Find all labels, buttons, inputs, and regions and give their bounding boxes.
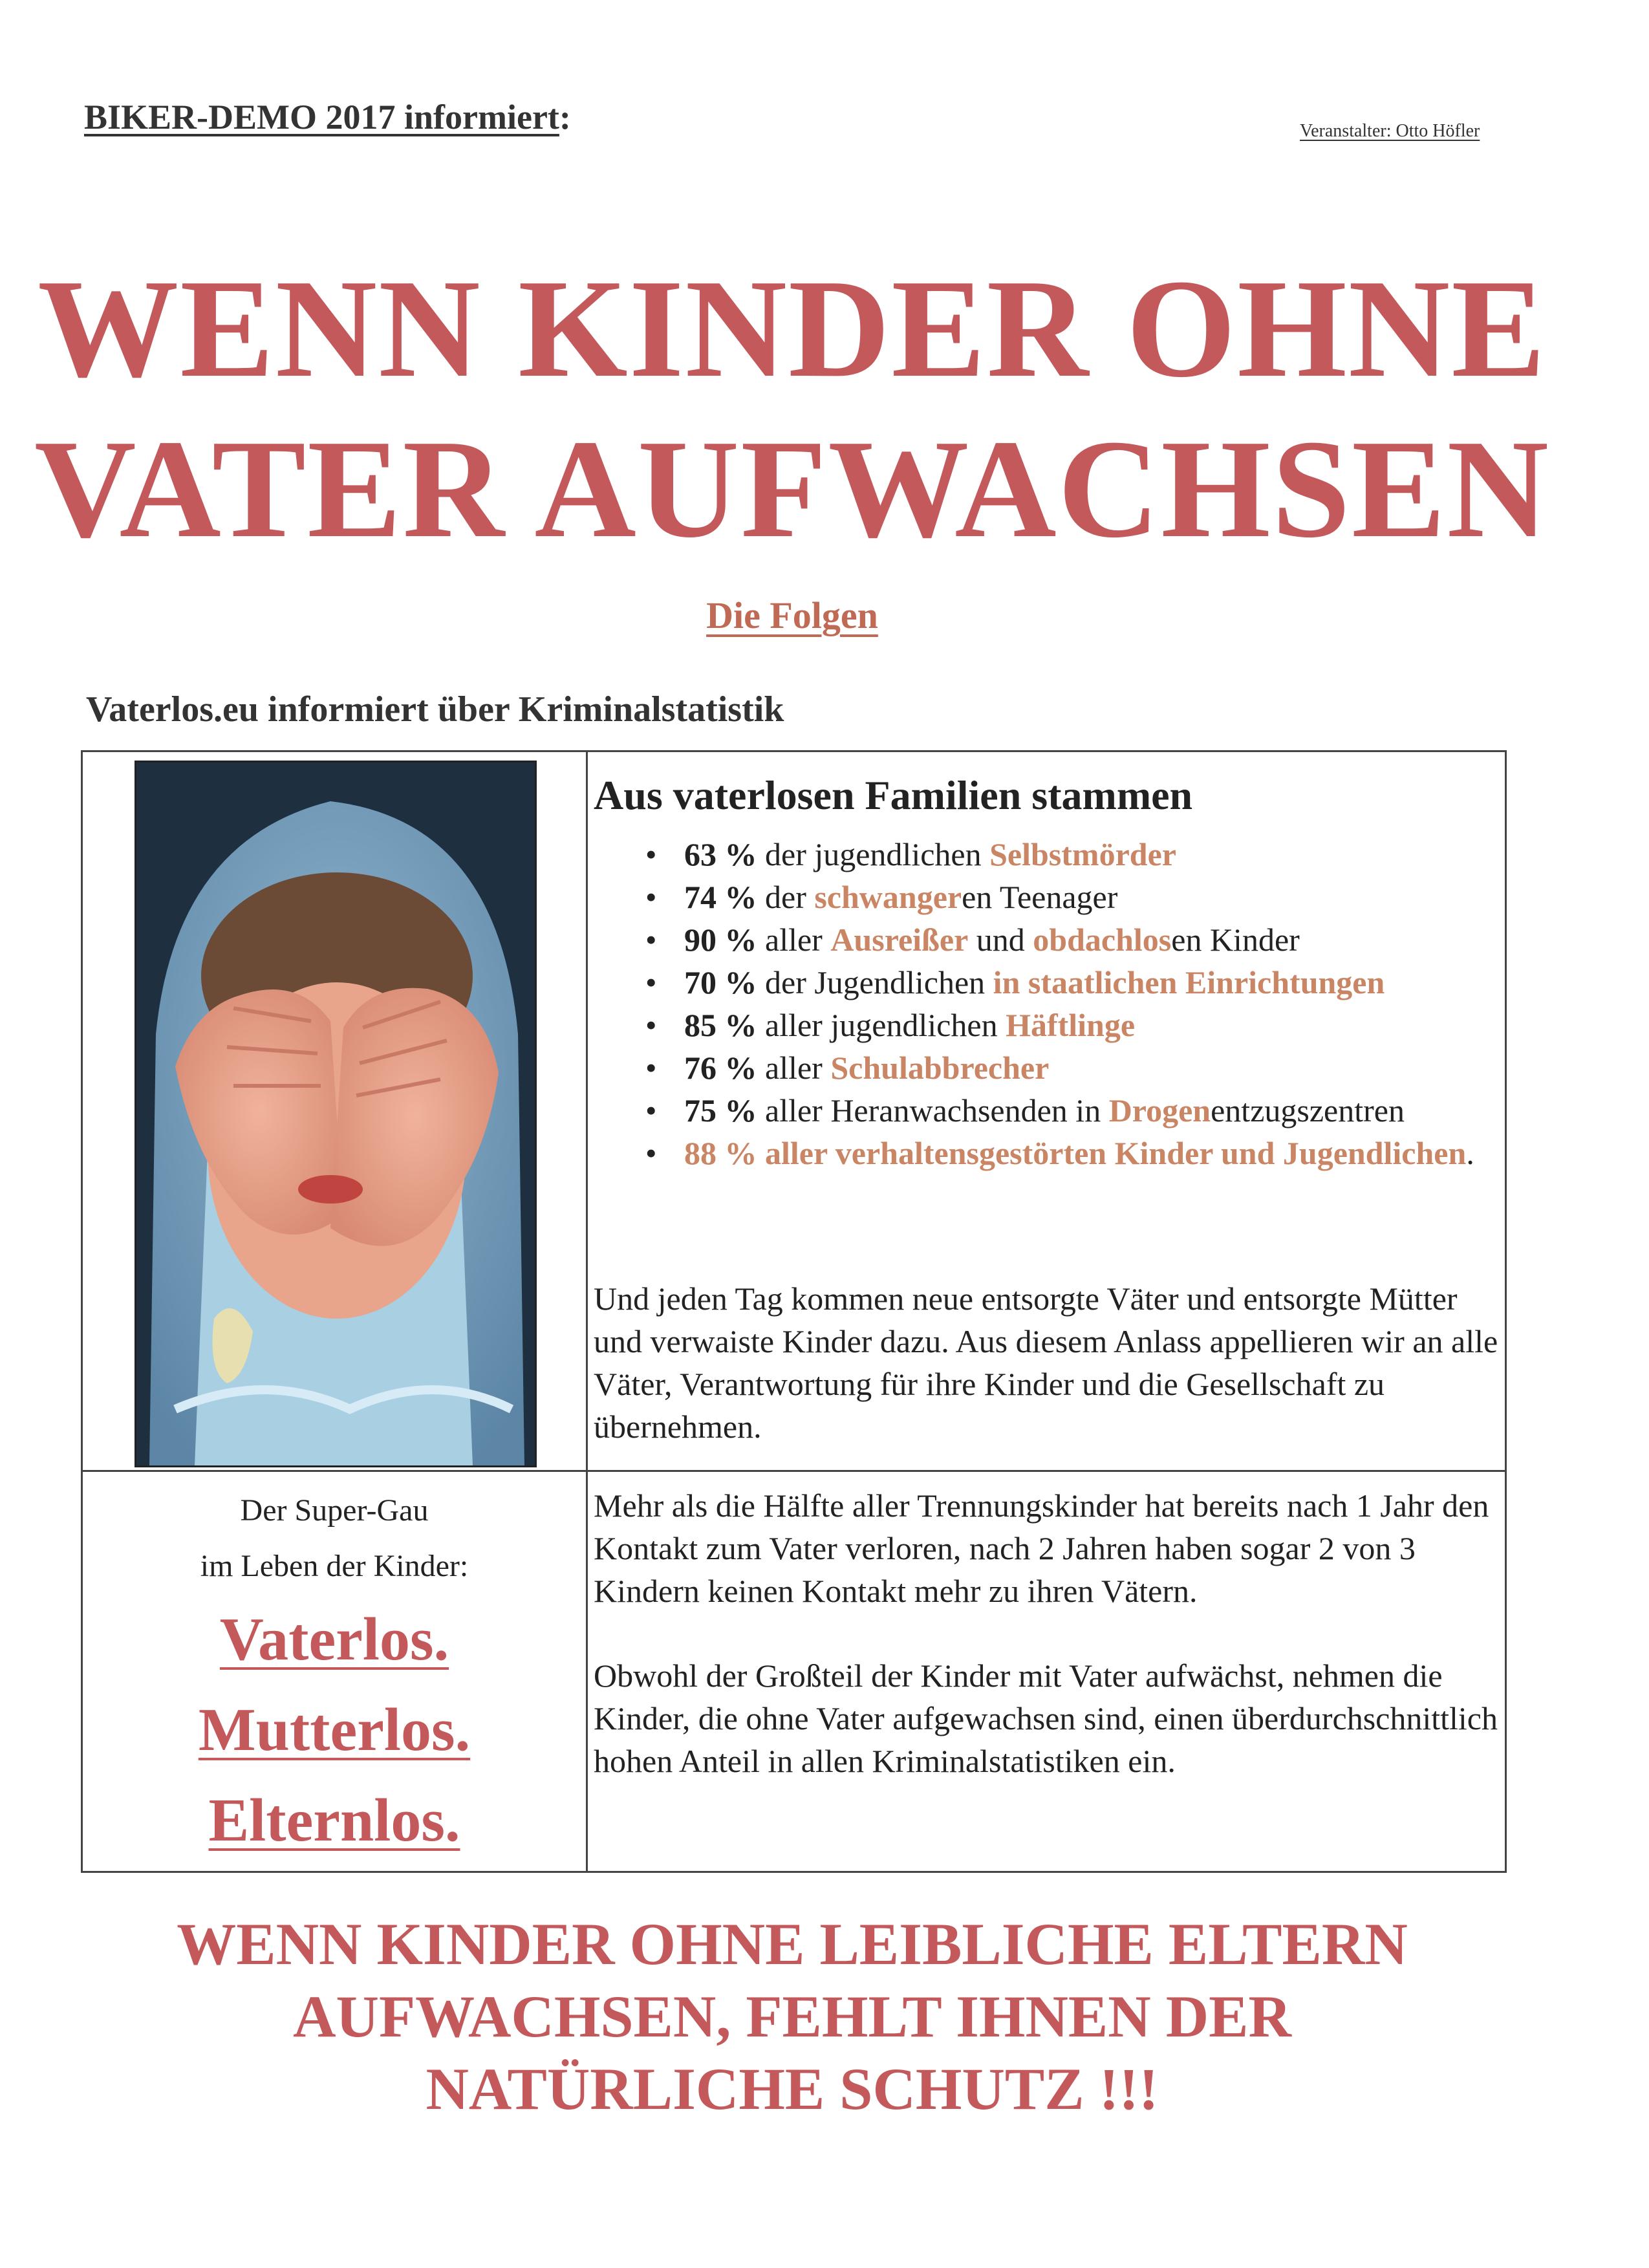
supergau-line-2: im Leben der Kinder: bbox=[200, 1549, 469, 1583]
word-vaterlos: Vaterlos. bbox=[219, 1606, 449, 1673]
stat-text: entzugszentren bbox=[1211, 1092, 1405, 1129]
table-divider-vertical bbox=[586, 752, 588, 1871]
stat-text: . bbox=[1466, 1135, 1474, 1171]
word-elternlos: Elternlos. bbox=[208, 1787, 460, 1854]
list-item bbox=[645, 961, 1499, 1004]
stat-percent: 76 % bbox=[684, 1050, 757, 1086]
event-header bbox=[84, 97, 571, 137]
stat-text: en Kinder bbox=[1171, 922, 1300, 958]
stat-highlight: Häftlinge bbox=[1006, 1007, 1136, 1043]
stat-percent: 70 % bbox=[684, 964, 757, 1000]
stat-highlight: Drogen bbox=[1108, 1092, 1211, 1129]
child-covering-face-photo bbox=[135, 761, 537, 1467]
list-item bbox=[645, 1046, 1499, 1089]
source-line: Vaterlos.eu informiert über Kriminalstatistik bbox=[86, 689, 784, 729]
stat-text: und bbox=[968, 922, 1033, 958]
info-table bbox=[81, 750, 1507, 1873]
supergau-block bbox=[83, 1483, 586, 1866]
closing-statement bbox=[0, 1908, 1584, 2125]
list-item bbox=[645, 833, 1499, 876]
stat-percent: 63 % bbox=[684, 836, 757, 872]
stat-text: der Jugendlichen bbox=[757, 964, 993, 1000]
table-divider-horizontal bbox=[83, 1470, 1505, 1472]
stat-text: der jugendlichen bbox=[757, 836, 990, 872]
stat-text: der bbox=[757, 879, 815, 915]
stat-text: aller Heranwachsenden in bbox=[757, 1092, 1109, 1129]
stat-percent: 75 % bbox=[684, 1092, 757, 1129]
stat-highlight: schwanger bbox=[814, 879, 962, 915]
subtitle: Die Folgen bbox=[706, 594, 878, 636]
headline-line-2: VATER AUFWACHSEN bbox=[34, 411, 1550, 567]
stat-text: aller bbox=[757, 922, 831, 958]
headline-line-1: WENN KINDER OHNE bbox=[38, 251, 1547, 407]
appeal-paragraph: Und jeden Tag kommen neue entsorgte Väter und entsorgte Mütter und verwaiste Kinder dazu. Aus diesem Anlass appellieren wir an alle Väter, Verantwortung für ihre Kinder und die Gesellschaft zu übernehmen. bbox=[594, 1280, 1498, 1445]
list-item bbox=[645, 1132, 1499, 1174]
statistics-list bbox=[645, 833, 1499, 1174]
box-title: Aus vaterlosen Familien stammen bbox=[594, 772, 1193, 818]
stat-text: en Teenager bbox=[962, 879, 1118, 915]
stat-text: aller bbox=[757, 1050, 831, 1086]
event-header-colon: : bbox=[559, 98, 571, 136]
list-item bbox=[645, 918, 1499, 961]
organizer-note: Veranstalter: Otto Höfler bbox=[1300, 121, 1480, 141]
statistics-paragraph: Obwohl der Großteil der Kinder mit Vater aufwächst, nehmen die Kinder, die ohne Vater aufgewachsen sind, einen überdurchschnittlich hohen Anteil in allen Kriminalstatistiken ein. bbox=[594, 1658, 1498, 1779]
list-item bbox=[645, 1089, 1499, 1132]
stat-highlight: 88 % aller verhaltensgestörten Kinder und Jugendlichen bbox=[684, 1135, 1467, 1171]
separation-paragraph: Mehr als die Hälfte aller Trennungskinder hat bereits nach 1 Jahr den Kontakt zum Vater verloren, nach 2 Jahren haben sogar 2 von 3 Kindern keinen Kontakt mehr zu ihren Vätern. bbox=[594, 1487, 1489, 1609]
photo-illustration bbox=[136, 762, 535, 1465]
stat-text: aller jugendlichen bbox=[757, 1007, 1006, 1043]
stat-highlight: obdachlos bbox=[1033, 922, 1172, 958]
stat-percent: 74 % bbox=[684, 879, 757, 915]
stat-percent: 90 % bbox=[684, 922, 757, 958]
stat-highlight: Schulabbrecher bbox=[830, 1050, 1050, 1086]
closing-line-2: AUFWACHSEN, FEHLT IHNEN DER bbox=[293, 1983, 1291, 2049]
supergau-line-1: Der Super-Gau bbox=[240, 1493, 429, 1528]
closing-line-3: NATÜRLICHE SCHUTZ !!! bbox=[426, 2056, 1159, 2122]
stat-highlight: in staatlichen Einrichtungen bbox=[993, 964, 1385, 1000]
stat-highlight: Ausreißer bbox=[830, 922, 969, 958]
stat-percent: 85 % bbox=[684, 1007, 757, 1043]
stat-highlight: Selbstmörder bbox=[989, 836, 1176, 872]
closing-line-1: WENN KINDER OHNE LEIBLICHE ELTERN bbox=[177, 1911, 1408, 1977]
event-header-text: BIKER-DEMO 2017 informiert bbox=[84, 98, 559, 136]
list-item bbox=[645, 876, 1499, 918]
main-headline bbox=[0, 249, 1584, 570]
word-mutterlos: Mutterlos. bbox=[198, 1696, 471, 1764]
list-item bbox=[645, 1004, 1499, 1046]
